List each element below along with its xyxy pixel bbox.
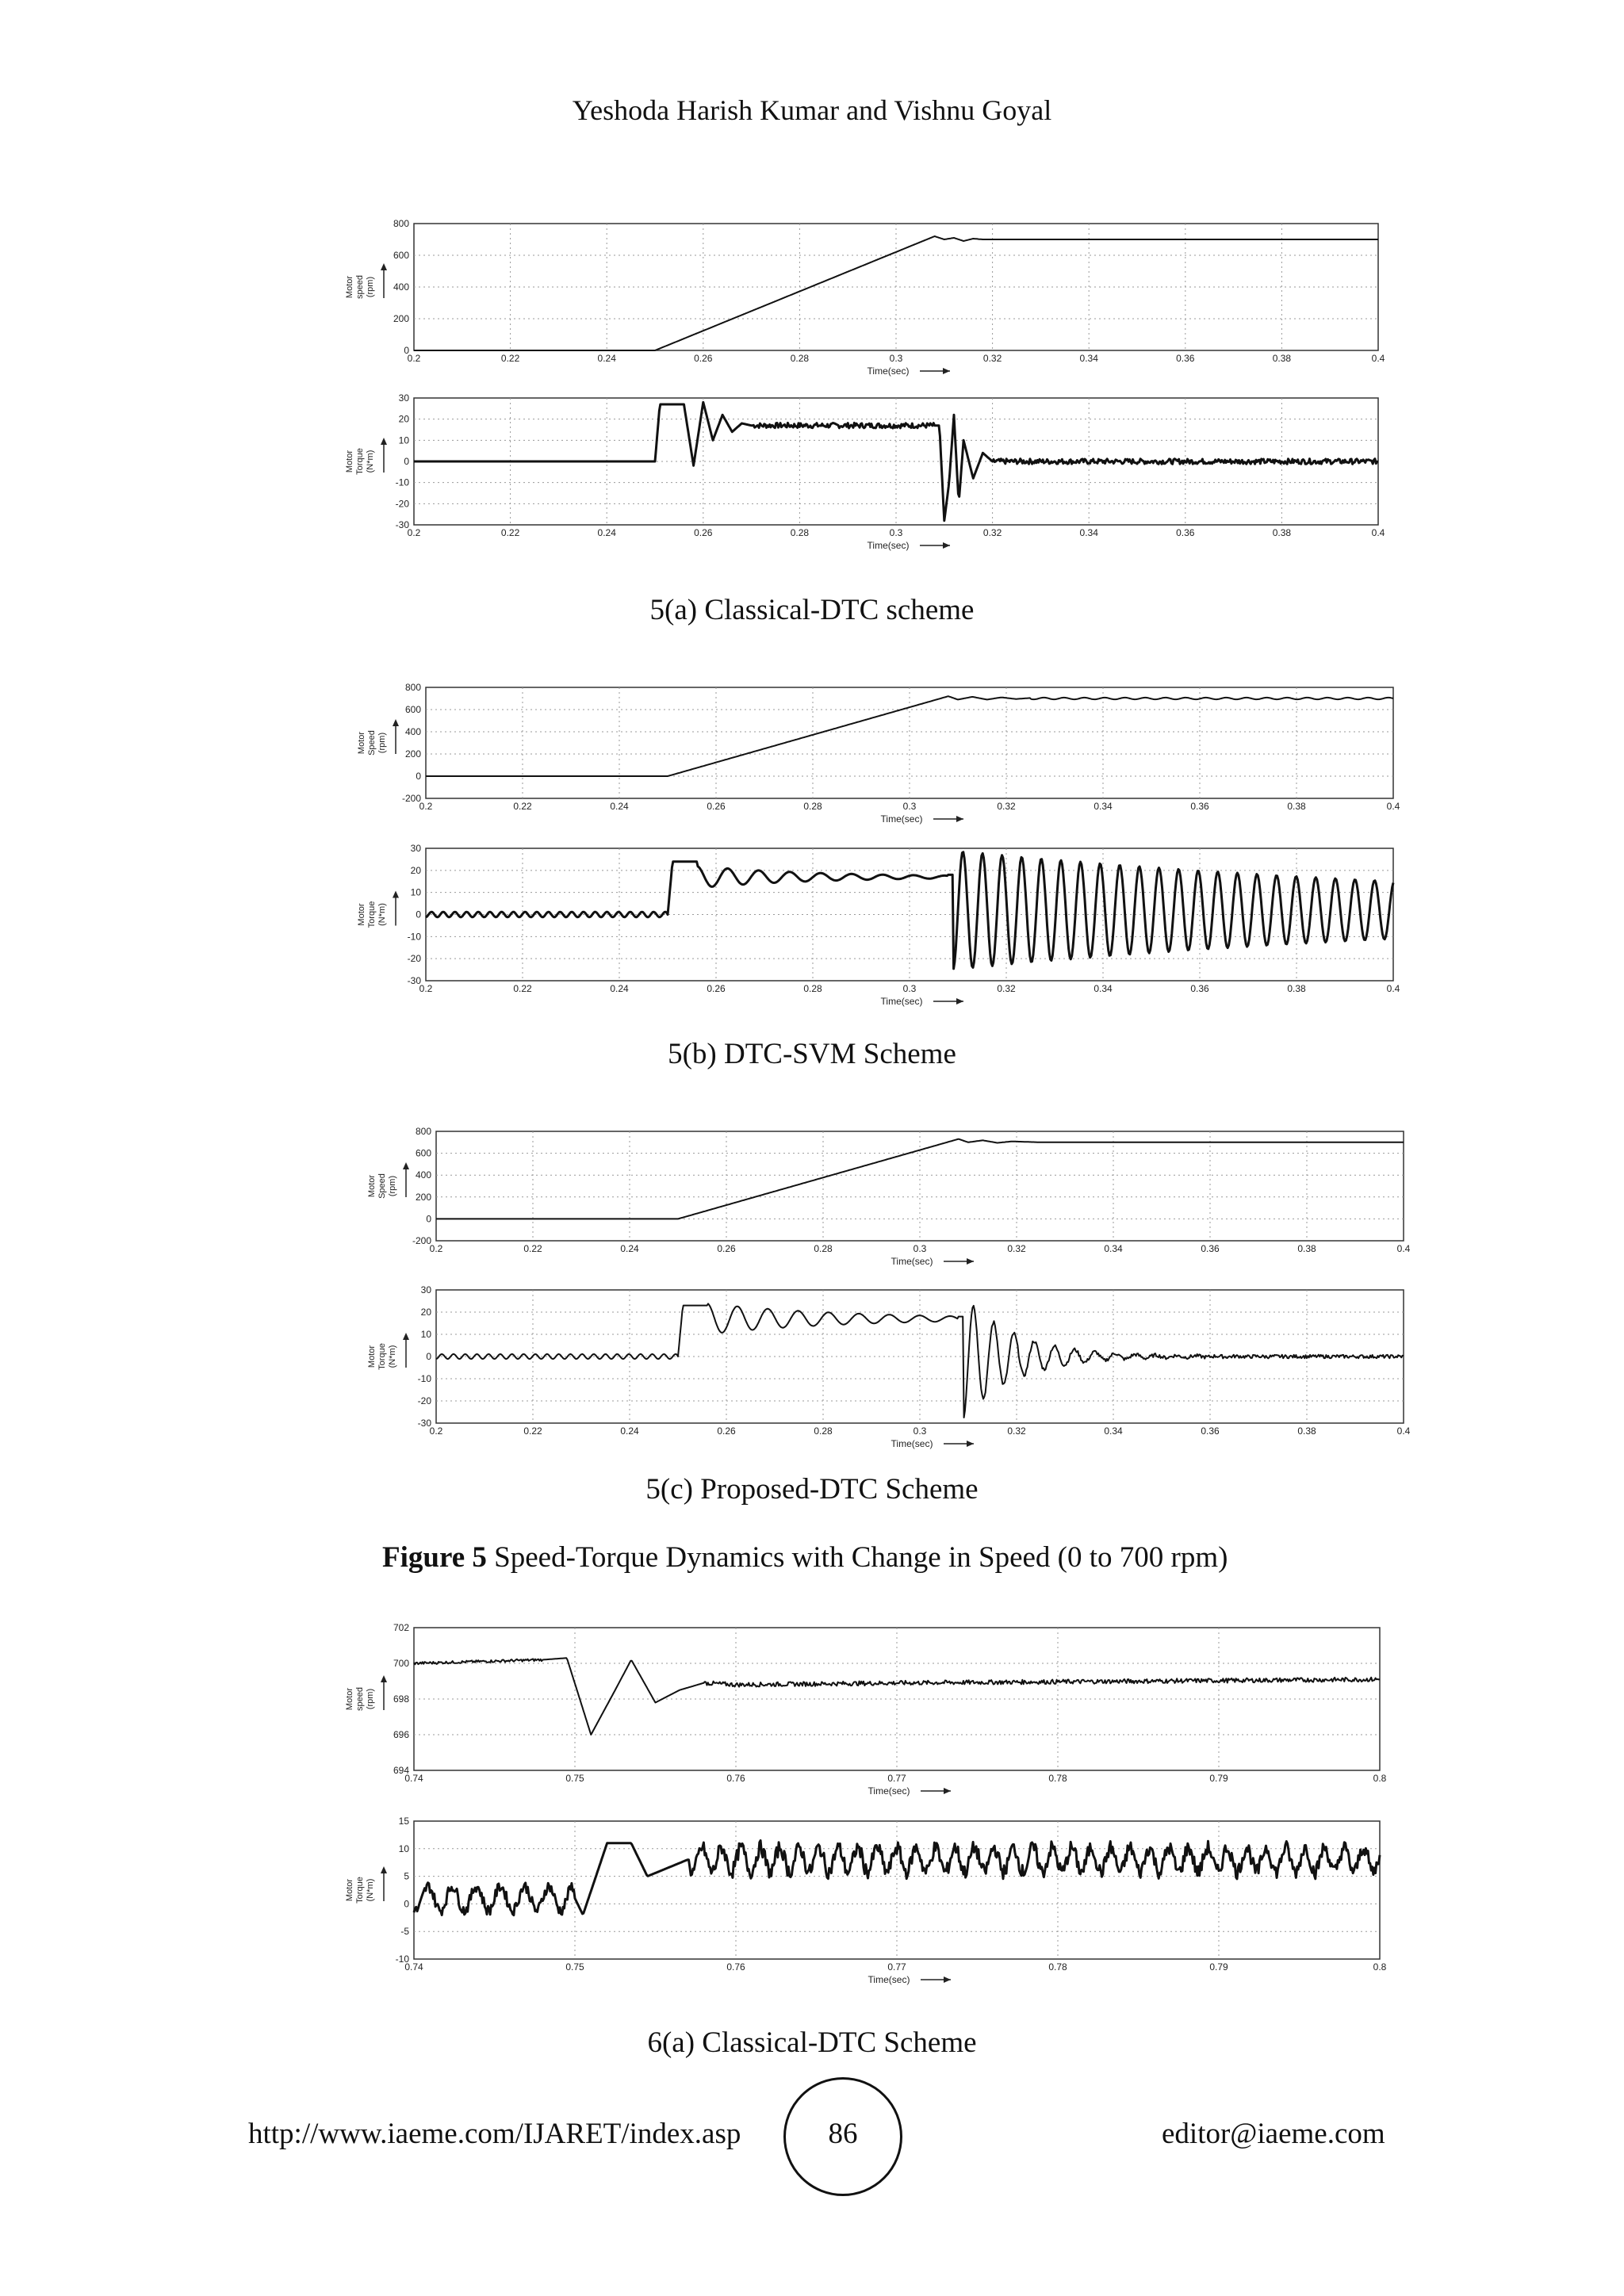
y-tick-label: 0 [404,456,409,467]
x-tick-label: 0.2 [407,353,421,364]
x-axis-label: Time(sec) [867,365,910,377]
figure-label: Figure 5 [382,1541,487,1574]
y-arrow-head-icon [403,1333,409,1340]
x-tick-label: 0.34 [1104,1243,1123,1254]
y-arrow-head-icon [381,263,387,270]
x-tick-label: 0.28 [803,801,822,812]
y-tick-label: -10 [407,931,421,943]
y-axis-label: (rpm) [366,1688,375,1710]
x-tick-label: 0.38 [1297,1425,1316,1437]
x-tick-label: 0.36 [1176,527,1195,538]
x-tick-label: 0.38 [1287,983,1306,994]
x-tick-label: 0.28 [803,983,822,994]
x-tick-label: 0.77 [887,1961,906,1973]
x-tick-label: 0.3 [902,801,917,812]
y-tick-label: 600 [404,704,421,715]
x-tick-label: 0.32 [1007,1243,1026,1254]
y-tick-label: -30 [407,975,421,986]
y-axis-label: (N*m) [366,1878,375,1902]
x-tick-label: 0.32 [997,801,1016,812]
x-tick-label: 0.28 [790,527,810,538]
y-arrow-head-icon [381,1675,387,1682]
y-tick-label: -20 [395,498,409,510]
x-axis-label: Time(sec) [891,1256,933,1267]
y-tick-label: 15 [398,1816,409,1827]
y-tick-label: 0 [416,771,421,782]
x-tick-label: 0.3 [889,527,903,538]
y-axis-label: Torque [367,901,377,928]
y-axis-label: (rpm) [366,276,375,298]
y-tick-label: 0 [426,1213,431,1225]
caption-6a: 6(a) Classical-DTC Scheme [647,2026,977,2059]
x-tick-label: 0.2 [419,983,433,994]
y-tick-label: 800 [404,682,421,693]
y-tick-label: 400 [415,1169,431,1181]
x-tick-label: 0.32 [997,983,1016,994]
x-tick-label: 0.4 [1396,1425,1411,1437]
x-tick-label: 0.22 [523,1243,542,1254]
x-tick-label: 0.75 [565,1961,584,1973]
x-tick-label: 0.24 [610,801,629,812]
x-tick-label: 0.26 [694,353,713,364]
x-tick-label: 0.28 [814,1425,833,1437]
x-tick-label: 0.8 [1373,1961,1387,1973]
y-axis-label: Motor [357,903,366,926]
y-arrow-head-icon [381,438,387,445]
x-tick-label: 0.2 [429,1425,443,1437]
plot-5c-torque [367,1284,1411,1449]
x-tick-label: 0.24 [620,1425,639,1437]
figure-text: Speed-Torque Dynamics with Change in Speed (0 to 700 rpm) [486,1541,1228,1574]
plot-5a-speed [345,218,1385,377]
plot-frame [426,687,1393,798]
x-tick-label: 0.24 [610,983,629,994]
x-arrow-head-icon [944,1976,951,1983]
x-tick-label: 0.22 [523,1425,542,1437]
y-tick-label: 10 [398,434,409,446]
y-axis-label: (rpm) [388,1175,397,1197]
x-tick-label: 0.36 [1201,1243,1220,1254]
y-tick-label: 20 [398,413,409,425]
x-axis-label: Time(sec) [880,996,923,1007]
x-tick-label: 0.34 [1079,353,1098,364]
x-tick-label: 0.79 [1209,1961,1228,1973]
page-number: 86 [828,2118,858,2150]
plot-6a-speed [345,1622,1387,1797]
x-tick-label: 0.3 [889,353,903,364]
plot-5c-speed [367,1126,1411,1267]
y-tick-label: 10 [398,1843,409,1854]
x-arrow-head-icon [956,816,963,822]
y-tick-label: 0 [426,1351,431,1362]
y-tick-label: -30 [417,1418,431,1429]
x-arrow-head-icon [956,998,963,1004]
y-axis-label: Motor [345,1878,354,1902]
y-tick-label: 10 [410,886,421,898]
running-header: Yeshoda Harish Kumar and Vishnu Goyal [572,94,1052,126]
y-tick-label: 800 [393,218,409,229]
y-tick-label: 400 [393,281,409,293]
y-tick-label: 0 [404,345,409,356]
x-tick-label: 0.34 [1094,983,1113,994]
x-tick-label: 0.26 [717,1243,736,1254]
x-arrow-head-icon [943,368,950,374]
y-tick-label: 694 [393,1765,409,1776]
x-tick-label: 0.22 [500,353,520,364]
y-tick-label: 0 [404,1898,409,1910]
x-axis-label: Time(sec) [868,1974,910,1985]
x-tick-label: 0.3 [902,983,917,994]
x-tick-label: 0.38 [1272,353,1292,364]
y-tick-label: 0 [416,909,421,920]
x-tick-label: 0.2 [407,527,421,538]
x-arrow-head-icon [944,1788,951,1794]
x-tick-label: 0.36 [1190,983,1209,994]
y-axis-label: Motor [367,1174,377,1198]
y-tick-label: -200 [401,793,421,804]
x-tick-label: 0.78 [1048,1961,1067,1973]
x-tick-label: 0.26 [707,801,726,812]
y-axis-label: (N*m) [388,1345,397,1368]
x-tick-label: 0.22 [513,983,532,994]
x-tick-label: 0.79 [1209,1773,1228,1784]
plot-5a-torque [345,392,1385,551]
x-tick-label: 0.4 [1386,801,1400,812]
y-axis-label: speed [355,275,365,299]
y-arrow-head-icon [393,719,399,726]
y-tick-label: 702 [393,1622,409,1633]
x-tick-label: 0.4 [1396,1243,1411,1254]
y-arrow-head-icon [393,891,399,898]
y-axis-label: Torque [377,1343,387,1370]
y-axis-label: Torque [355,1877,365,1904]
y-axis-label: (N*m) [377,903,387,926]
x-tick-label: 0.32 [982,527,1002,538]
x-arrow-head-icon [943,542,950,549]
x-tick-label: 0.38 [1272,527,1292,538]
y-tick-label: -30 [395,519,409,530]
y-tick-label: 700 [393,1658,409,1669]
x-tick-label: 0.24 [597,353,616,364]
x-tick-label: 0.22 [513,801,532,812]
x-tick-label: 0.74 [404,1961,423,1973]
y-tick-label: 30 [398,392,409,404]
x-axis-label: Time(sec) [868,1785,910,1797]
x-tick-label: 0.2 [429,1243,443,1254]
y-axis-label: Motor [357,731,366,755]
y-tick-label: 20 [410,864,421,876]
y-tick-label: 400 [404,726,421,737]
y-tick-label: -20 [417,1395,431,1406]
y-tick-label: -5 [400,1926,409,1938]
x-tick-label: 0.26 [717,1425,736,1437]
y-tick-label: 200 [415,1191,431,1203]
figure-5-caption [382,1540,1228,1575]
x-tick-label: 0.26 [694,527,713,538]
x-tick-label: 0.76 [726,1961,745,1973]
plot-frame [414,1821,1380,1959]
x-tick-label: 0.36 [1201,1425,1220,1437]
x-tick-label: 0.28 [814,1243,833,1254]
y-axis-label: Torque [355,448,365,475]
x-tick-label: 0.4 [1386,983,1400,994]
caption-5a: 5(a) Classical-DTC scheme [649,594,975,626]
plot-5b-torque [357,843,1400,1007]
y-tick-label: 30 [420,1284,431,1295]
y-tick-label: -10 [417,1373,431,1384]
x-tick-label: 0.28 [790,353,810,364]
y-tick-label: -20 [407,953,421,965]
x-tick-label: 0.2 [419,801,433,812]
y-arrow-head-icon [381,1866,387,1873]
x-tick-label: 0.3 [913,1425,927,1437]
x-tick-label: 0.76 [726,1773,745,1784]
x-tick-label: 0.4 [1371,527,1385,538]
x-tick-label: 0.74 [404,1773,423,1784]
x-arrow-head-icon [967,1258,974,1265]
y-tick-label: -200 [412,1235,431,1246]
y-arrow-head-icon [403,1162,409,1169]
x-tick-label: 0.32 [1007,1425,1026,1437]
y-axis-label: (N*m) [366,450,375,473]
plot-6a-torque [345,1816,1387,1985]
y-axis-label: Motor [345,275,354,299]
y-tick-label: 800 [415,1126,431,1137]
plot-5b-speed [357,682,1400,825]
x-axis-label: Time(sec) [891,1438,933,1449]
y-tick-label: 5 [404,1870,409,1882]
footer-url[interactable]: http://www.iaeme.com/IJARET/index.asp [248,2118,741,2150]
y-tick-label: 600 [415,1147,431,1159]
y-axis-label: Motor [345,1687,354,1711]
x-tick-label: 0.34 [1104,1425,1123,1437]
caption-5b: 5(b) DTC-SVM Scheme [668,1038,956,1070]
plot-frame [436,1131,1404,1241]
y-axis-label: Speed [377,1173,387,1199]
y-tick-label: 20 [420,1307,431,1318]
x-tick-label: 0.36 [1176,353,1195,364]
x-tick-label: 0.26 [707,983,726,994]
y-tick-label: 200 [404,748,421,760]
x-tick-label: 0.38 [1287,801,1306,812]
y-axis-label: Motor [345,450,354,473]
x-tick-label: 0.77 [887,1773,906,1784]
y-axis-label: Speed [367,730,377,756]
y-tick-label: -10 [395,476,409,488]
x-tick-label: 0.3 [913,1243,927,1254]
x-tick-label: 0.34 [1094,801,1113,812]
y-axis-label: Motor [367,1345,377,1368]
x-tick-label: 0.32 [982,353,1002,364]
y-tick-label: 600 [393,250,409,261]
y-axis-label: (rpm) [377,732,387,754]
x-tick-label: 0.34 [1079,527,1098,538]
x-arrow-head-icon [967,1441,974,1447]
x-tick-label: 0.75 [565,1773,584,1784]
y-tick-label: -10 [395,1954,409,1965]
y-tick-label: 698 [393,1693,409,1705]
y-tick-label: 696 [393,1729,409,1740]
x-tick-label: 0.38 [1297,1243,1316,1254]
y-tick-label: 10 [420,1329,431,1340]
x-tick-label: 0.22 [500,527,520,538]
x-tick-label: 0.24 [597,527,616,538]
x-axis-label: Time(sec) [867,540,910,551]
footer-email[interactable]: editor@iaeme.com [1162,2118,1385,2150]
caption-5c: 5(c) Proposed-DTC Scheme [645,1473,979,1506]
x-tick-label: 0.78 [1048,1773,1067,1784]
x-tick-label: 0.8 [1373,1773,1387,1784]
x-tick-label: 0.36 [1190,801,1209,812]
y-tick-label: 30 [410,843,421,854]
y-tick-label: 200 [393,313,409,324]
x-axis-label: Time(sec) [880,813,923,825]
x-tick-label: 0.4 [1371,353,1385,364]
y-axis-label: speed [355,1687,365,1711]
x-tick-label: 0.24 [620,1243,639,1254]
